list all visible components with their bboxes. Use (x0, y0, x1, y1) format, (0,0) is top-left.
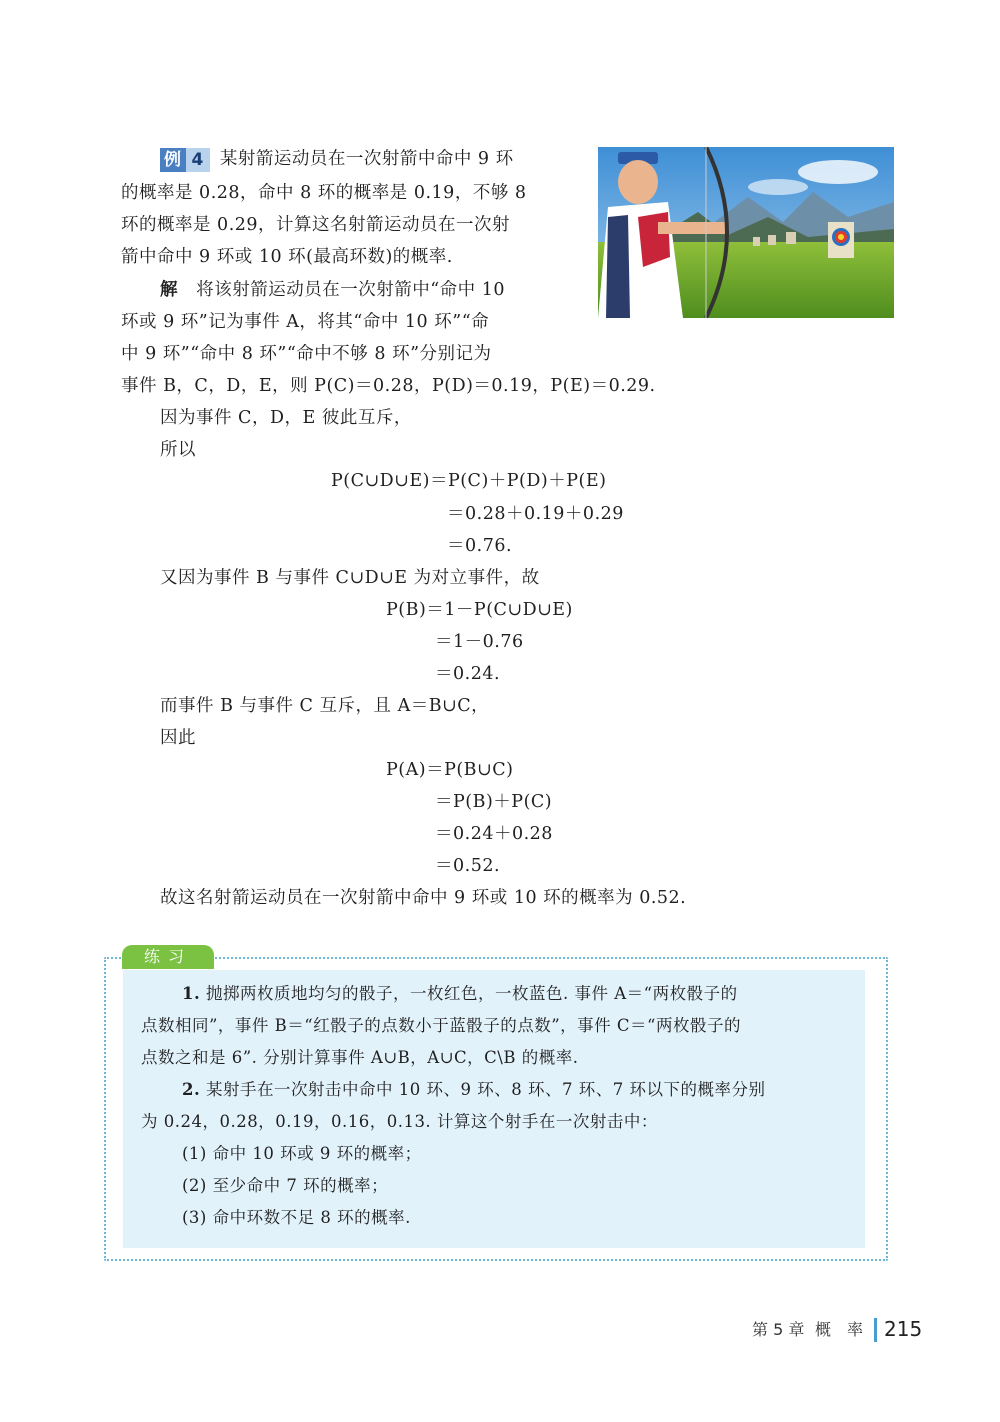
equation-line: ＝0.24. (435, 664, 501, 684)
solution-line: 又因为事件 B 与事件 C∪D∪E 为对立事件，故 (160, 568, 540, 588)
equation-line: ＝0.28＋0.19＋0.29 (447, 504, 624, 524)
solution-line: 而事件 B 与事件 C 互斥，且 A＝B∪C， (160, 696, 490, 716)
exercise-q2-item: (3) 命中环数不足 8 环的概率. (182, 1208, 411, 1227)
conclusion-line: 故这名射箭运动员在一次射箭中命中 9 环或 10 环的概率为 0.52. (160, 888, 687, 908)
exercise-q1-line: 点数相同”，事件 B＝“红骰子的点数小于蓝骰子的点数”，事件 C＝“两枚骰子的 (141, 1016, 741, 1035)
equation-line: ＝P(B)＋P(C) (435, 792, 553, 812)
archer-photo (598, 147, 894, 318)
exercise-q2-item: (1) 命中 10 环或 9 环的概率； (182, 1144, 422, 1163)
example-first-line: 例 4 某射箭运动员在一次射箭中命中 9 环 (160, 147, 514, 172)
solution-line: 解 将该射箭运动员在一次射箭中“命中 10 (160, 280, 505, 300)
equation-line: P(B)＝1－P(C∪D∪E) (386, 600, 573, 620)
solution-line: 所以 (160, 440, 196, 460)
exercise-q2-line: 为 0.24，0.28，0.19，0.16，0.13. 计算这个射手在一次射击中： (141, 1112, 658, 1131)
solution-line: 因为事件 C，D，E 彼此互斥， (160, 408, 412, 428)
equation-line: P(C∪D∪E)＝P(C)＋P(D)＋P(E) (331, 471, 607, 491)
example-line: 环的概率是 0.29，计算这名射箭运动员在一次射 (121, 215, 511, 235)
equation-line: P(A)＝P(B∪C) (386, 760, 514, 780)
equation-line: ＝0.76. (447, 536, 513, 556)
exercise-q2-line: 2. 某射手在一次射击中命中 10 环、9 环、8 环、7 环、7 环以下的概率分别 (182, 1080, 766, 1099)
exercise-tab: 练习 (122, 945, 214, 969)
exercise-q1-line: 点数之和是 6”. 分别计算事件 A∪B，A∪C，C\B 的概率. (141, 1048, 579, 1067)
solution-line: 因此 (160, 728, 196, 748)
footer-accent-bar (874, 1318, 877, 1342)
solution-line: 环或 9 环”记为事件 A，将其“命中 10 环”“命 (121, 312, 490, 332)
exercise-q2-item: (2) 至少命中 7 环的概率； (182, 1176, 389, 1195)
example-line: 的概率是 0.28，命中 8 环的概率是 0.19，不够 8 (121, 183, 527, 203)
equation-line: ＝0.52. (435, 856, 501, 876)
example-line: 箭中命中 9 环或 10 环(最高环数)的概率. (121, 247, 453, 267)
exercise-q1-line: 1. 抛掷两枚质地均匀的骰子，一枚红色，一枚蓝色. 事件 A＝“两枚骰子的 (182, 984, 738, 1003)
equation-line: ＝1－0.76 (435, 632, 524, 652)
footer-chapter: 第 5 章 (752, 1320, 805, 1339)
page-number: 215 (884, 1317, 923, 1341)
example-badge: 例 4 (160, 148, 210, 172)
solution-line: 事件 B，C，D，E，则 P(C)＝0.28，P(D)＝0.19，P(E)＝0.29. (121, 376, 656, 396)
solution-line: 中 9 环”“命中 8 环”“命中不够 8 环”分别记为 (121, 344, 492, 364)
equation-line: ＝0.24＋0.28 (435, 824, 553, 844)
footer-title: 概 率 (815, 1320, 864, 1339)
